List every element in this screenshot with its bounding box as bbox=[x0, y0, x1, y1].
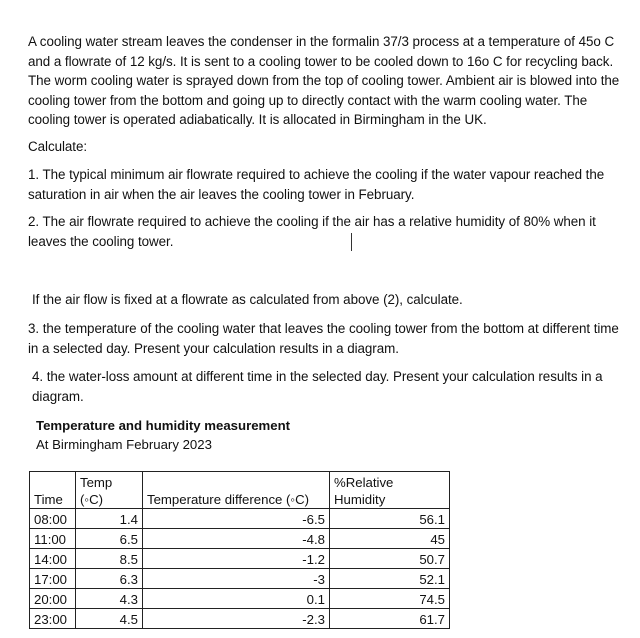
cell-temp: 4.3 bbox=[76, 589, 143, 609]
text-cursor bbox=[351, 233, 352, 251]
cell-rh: 50.7 bbox=[330, 549, 450, 569]
cell-time: 23:00 bbox=[30, 609, 76, 629]
cell-rh: 61.7 bbox=[330, 609, 450, 629]
measurement-table bbox=[29, 471, 450, 629]
question-2: 2. The air flowrate required to achieve the cooling if the air has a relative humidity of 80% when it leaves the cooling tower. bbox=[28, 214, 596, 249]
cell-rh: 45 bbox=[330, 529, 450, 549]
question-3: 3. the temperature of the cooling water that leaves the cooling tower from the bottom at different time in a selected day. Present your calculation results in a diagram. bbox=[28, 321, 619, 356]
cell-time: 17:00 bbox=[30, 569, 76, 589]
fixed-airflow-note: If the air flow is fixed at a flowrate as calculated from above (2), calculate. bbox=[32, 292, 463, 307]
header-time: Time bbox=[30, 472, 76, 509]
cell-temp: 6.3 bbox=[76, 569, 143, 589]
cell-diff: 0.1 bbox=[143, 589, 330, 609]
table-row bbox=[30, 569, 450, 589]
table-row bbox=[30, 509, 450, 529]
cell-diff: -2.3 bbox=[143, 609, 330, 629]
cell-temp: 8.5 bbox=[76, 549, 143, 569]
table-row bbox=[30, 589, 450, 609]
cell-time: 11:00 bbox=[30, 529, 76, 549]
cell-diff: -1.2 bbox=[143, 549, 330, 569]
table-header-row bbox=[30, 472, 450, 509]
question-4: 4. the water-loss amount at different time in the selected day. Present your calculation results in a diagram. bbox=[32, 369, 603, 404]
question-1: 1. The typical minimum air flowrate required to achieve the cooling if the water vapour reached the saturation in air when the air leaves the cooling tower in February. bbox=[28, 167, 605, 202]
table-row bbox=[30, 549, 450, 569]
calculate-label: Calculate: bbox=[28, 139, 88, 154]
intro-paragraph: A cooling water stream leaves the condenser in the formalin 37/3 process at a temperature of 45o C and a flowrate of 12 kg/s. It is sent to a cooling tower to be cooled down to 16o C for recycling back. The worm cooling water is sprayed down from the top of cooling tower. Ambient air is blowed into the cooling tower from the bottom and going up to directly contact with the warm cooling water. The cooling tower is operated adiabatically. It is allocated in Birmingham in the UK. bbox=[28, 34, 620, 128]
cell-diff: -4.8 bbox=[143, 529, 330, 549]
table-subtitle: At Birmingham February 2023 bbox=[36, 437, 212, 452]
cell-time: 20:00 bbox=[30, 589, 76, 609]
header-temp: Temp (◦C) bbox=[76, 472, 143, 509]
cell-temp: 1.4 bbox=[76, 509, 143, 529]
cell-rh: 52.1 bbox=[330, 569, 450, 589]
cell-temp: 6.5 bbox=[76, 529, 143, 549]
table-row bbox=[30, 609, 450, 629]
cell-time: 08:00 bbox=[30, 509, 76, 529]
cell-rh: 56.1 bbox=[330, 509, 450, 529]
table-row bbox=[30, 529, 450, 549]
header-relative-humidity: %Relative Humidity bbox=[330, 472, 450, 509]
cell-temp: 4.5 bbox=[76, 609, 143, 629]
cell-diff: -6.5 bbox=[143, 509, 330, 529]
cell-time: 14:00 bbox=[30, 549, 76, 569]
header-temp-difference: Temperature difference (◦C) bbox=[143, 472, 330, 509]
cell-diff: -3 bbox=[143, 569, 330, 589]
table-title: Temperature and humidity measurement bbox=[36, 418, 291, 433]
cell-rh: 74.5 bbox=[330, 589, 450, 609]
